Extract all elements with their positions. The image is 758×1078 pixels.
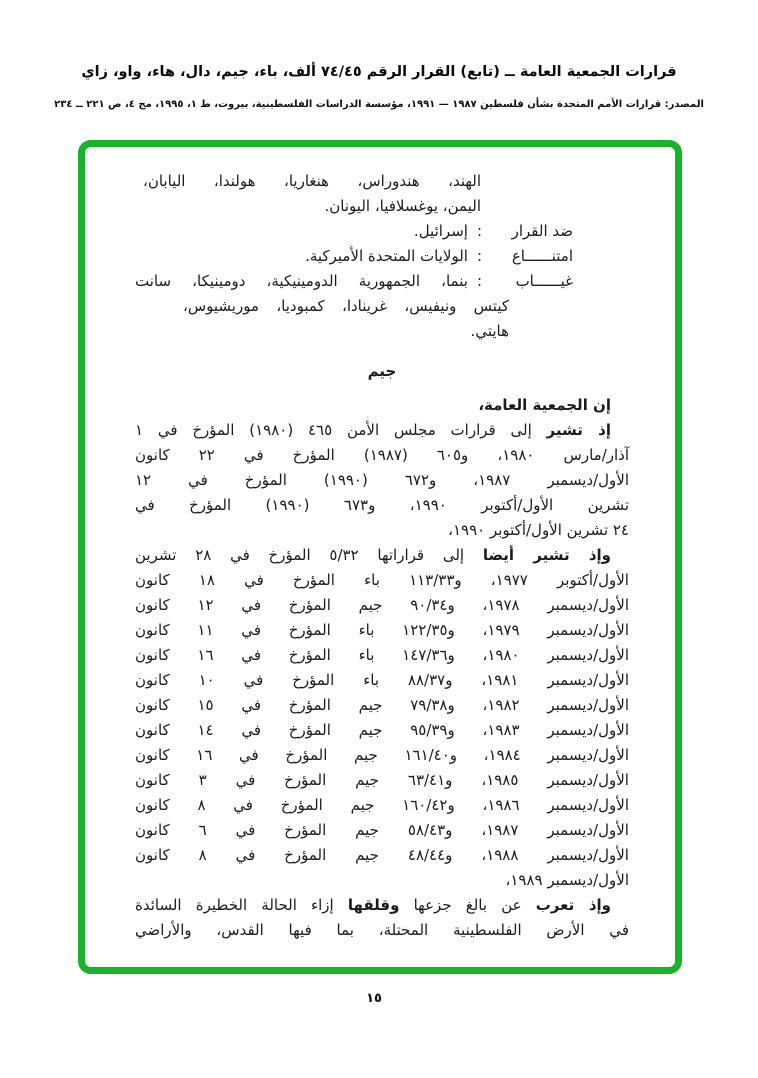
- expressing-alarm-line: في الأرض الفلسطينية المحتلة، بما فيها القدس، والأراضي: [135, 921, 629, 939]
- section-heading: [135, 359, 629, 384]
- vote-value: بنما، الجمهورية الدومينيكية، دومينيكا، سانت: [135, 272, 468, 290]
- vote-label: غيــــــاب: [515, 272, 573, 290]
- recalling-ga-resolutions-line: الأول/ديسمبر ١٩٨٢، و٧٩/٣٨ جيم المؤرخ في ١٥ كانون: [135, 696, 629, 714]
- recalling-security-council: [135, 418, 629, 543]
- vote-absent-continuation-line: كيتس ونيفيس، غرينادا، كمبوديا، موريشيوس،: [183, 297, 509, 315]
- recalling-ga-resolutions-line: الأول/ديسمبر ١٩٨٣، و٩٥/٣٩ جيم المؤرخ في ١٤ كانون: [135, 721, 629, 739]
- page-number: ١٥: [366, 991, 382, 1006]
- recalling-security-council-line: ٢٤ تشرين الأول/أكتوبر ١٩٩٠،: [448, 521, 629, 539]
- expressing-alarm: [135, 893, 629, 943]
- recalling-security-council-line: آذار/مارس ١٩٨٠، و٦٠٥ (١٩٨٧) المؤرخ في ٢٢ كانون: [135, 446, 630, 464]
- vote-value: الولايات المتحدة الأميركية.: [305, 247, 468, 265]
- source-citation: المصدر: قرارات الأمم المتحدة بشأن فلسطين ١٩٨٧ — ١٩٩١، مؤسسة الدراسات الفلسطينية، بيروت، ط ١، ١٩٩٥، مج ٤، ص ٢٢١ ــ ٢٣٤: [54, 99, 704, 110]
- recalling-security-council-line: تشرين الأول/أكتوبر ١٩٩٠، و٦٧٣ (١٩٩٠) المؤرخ في: [135, 496, 630, 514]
- recalling-ga-resolutions-line: الأول/ديسمبر ١٩٨٦، و١٦٠/٤٢ جيم المؤرخ في ٨ كانون: [135, 796, 629, 814]
- recalling-ga-resolutions-line: الأول/ديسمبر ١٩٨٥، و٦٣/٤١ جيم المؤرخ في ٣ كانون: [135, 771, 629, 789]
- recalling-ga-resolutions: [135, 543, 629, 893]
- preamble-opening: [135, 393, 629, 418]
- recalling-security-council-line: الأول/ديسمبر ١٩٨٧، و٦٧٢ (١٩٩٠) المؤرخ في ١٢: [135, 471, 629, 489]
- recalling-security-council-line: إذ تشير إلى قرارات مجلس الأمن ٤٦٥ (١٩٨٠) المؤرخ في ١: [135, 421, 611, 439]
- vote-colon: :: [476, 222, 482, 240]
- recalling-ga-resolutions-line: وإذ تشير أيضا إلى قراراتها ٥/٣٢ المؤرخ في ٢٨ تشرين: [135, 546, 611, 564]
- recalling-ga-resolutions-line: الأول/ديسمبر ١٩٨٠، و١٤٧/٣٦ باء المؤرخ في ١٦ كانون: [135, 646, 630, 664]
- resolution-body: [85, 147, 675, 967]
- vote-for-continuation: [143, 169, 481, 219]
- recalling-ga-resolutions-line: الأول/ديسمبر ١٩٧٩، و١٢٢/٣٥ باء المؤرخ في ١١ كانون: [135, 621, 630, 639]
- vote-colon: :: [476, 247, 482, 265]
- page-title: قرارات الجمعية العامة ــ (تابع) القرار الرقم ٧٤/٤٥ ألف، باء، جيم، دال، هاء، واو، زاي: [81, 64, 677, 80]
- vote-colon: :: [476, 272, 482, 290]
- vote-absent-continuation-line: هايتي.: [470, 322, 509, 340]
- vote-label: امتنــــــاع: [511, 247, 573, 265]
- recalling-ga-resolutions-line: الأول/أكتوبر ١٩٧٧، و١١٣/٣٣ باء المؤرخ في ١٨ كانون: [135, 571, 629, 589]
- vote-for-continuation-line: الهند، هندوراس، هنغاريا، هولندا، اليابان،: [143, 172, 481, 190]
- vote-rows: [135, 219, 573, 294]
- vote-row: [135, 219, 573, 244]
- vote-row: [135, 244, 573, 269]
- vote-absent-continuation: [183, 294, 509, 344]
- vote-value: إسرائيل.: [413, 222, 468, 240]
- vote-label: ضد القرار: [511, 222, 573, 240]
- recalling-ga-resolutions-line: الأول/ديسمبر ١٩٨٨، و٤٨/٤٤ جيم المؤرخ في ٨ كانون: [135, 846, 629, 864]
- recalling-ga-resolutions-line: الأول/ديسمبر ١٩٨١، و٨٨/٣٧ باء المؤرخ في ١٠ كانون: [135, 671, 629, 689]
- recalling-ga-resolutions-line: الأول/ديسمبر ١٩٨٧، و٥٨/٤٣ جيم المؤرخ في ٦ كانون: [135, 821, 629, 839]
- expressing-alarm-line: وإذ تعرب عن بالغ جزعها وقلقها إزاء الحالة الخطيرة السائدة: [135, 896, 611, 914]
- vote-row: [135, 269, 573, 294]
- vote-for-continuation-line: اليمن، يوغسلافيا، اليونان.: [324, 197, 481, 215]
- green-border-frame: [78, 140, 682, 974]
- preamble-opening-line: إن الجمعية العامة،: [478, 396, 611, 414]
- recalling-ga-resolutions-line: الأول/ديسمبر ١٩٨٩،: [505, 871, 629, 889]
- recalling-ga-resolutions-line: الأول/ديسمبر ١٩٧٨، و٩٠/٣٤ جيم المؤرخ في ١٢ كانون: [135, 596, 629, 614]
- section-heading-line: جيم: [367, 362, 397, 380]
- recalling-ga-resolutions-line: الأول/ديسمبر ١٩٨٤، و١٦١/٤٠ جيم المؤرخ في ١٦ كانون: [135, 746, 630, 764]
